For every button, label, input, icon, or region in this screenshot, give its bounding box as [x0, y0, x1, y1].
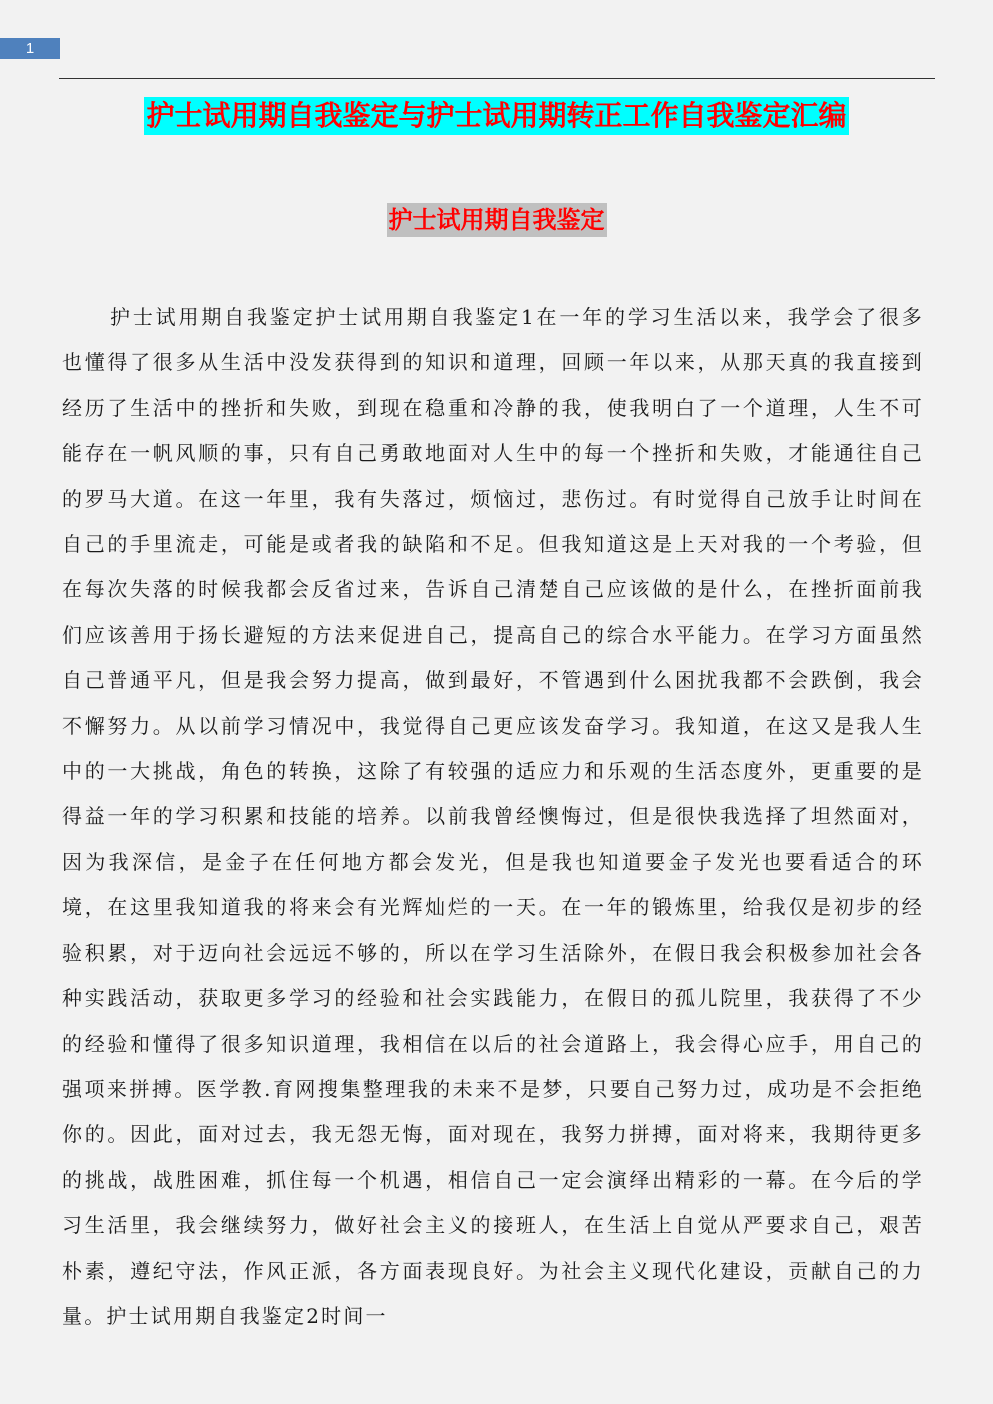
document-title: 护士试用期自我鉴定与护士试用期转正工作自我鉴定汇编: [144, 97, 848, 135]
body-paragraph: 护士试用期自我鉴定护士试用期自我鉴定1在一年的学习生活以来，我学会了很多也懂得了很多从生活中没发获得到的知识和道理，回顾一年以来，从那天真的我直接到经历了生活中的挫折和失败，到现在稳重和冷静的我，使我明白了一个道理，人生不可能存在一帆风顺的事，只有自己勇敢地面对人生中的每一个挫折和失败，才能通往自己的罗马大道。在这一年里，我有失落过，烦恼过，悲伤过。有时觉得自己放手让时间在自己的手里流走，可能是或者我的缺陷和不足。但我知道这是上天对我的一个考验，但在每次失落的时候我都会反省过来，告诉自己清楚自己应该做的是什么，在挫折面前我们应该善用于扬长避短的方法来促进自己，提高自己的综合水平能力。在学习方面虽然自己普通平凡，但是我会努力提高，做到最好，不管遇到什么困扰我都不会跌倒，我会不懈努力。从以前学习情况中，我觉得自己更应该发奋学习。我知道，在这又是我人生中的一大挑战，角色的转换，这除了有较强的适应力和乐观的生活态度外，更重要的是得益一年的学习积累和技能的培养。以前我曾经懊悔过，但是很快我选择了坦然面对，因为我深信，是金子在任何地方都会发光，但是我也知道要金子发光也要看适合的环境，在这里我知道我的将来会有光辉灿烂的一天。在一年的锻炼里，给我仅是初步的经验积累，对于迈向社会远远不够的，所以在学习生活除外，在假日我会积极参加社会各种实践活动，获取更多学习的经验和社会实践能力，在假日的孤儿院里，我获得了不少的经验和懂得了很多知识道理，我相信在以后的社会道路上，我会得心应手，用自己的强项来拼搏。医学教.育网搜集整理我的未来不是梦，只要自己努力过，成功是不会拒绝你的。因此，面对过去，我无怨无悔，面对现在，我努力拼搏，面对将来，我期待更多的挑战，战胜困难，抓住每一个机遇，相信自己一定会演绎出精彩的一幕。在今后的学习生活里，我会继续努力，做好社会主义的接班人，在生活上自觉从严要求自己，艰苦朴素，遵纪守法，作风正派，各方面表现良好。为社会主义现代化建设，贡献自己的力量。护士试用期自我鉴定2时间一: [62, 305, 924, 1328]
document-title-container: [0, 97, 993, 135]
section-title-container: [0, 203, 993, 237]
section-title: 护士试用期自我鉴定: [387, 203, 607, 237]
page-number-badge: 1: [0, 38, 60, 59]
header-divider: [59, 78, 935, 79]
